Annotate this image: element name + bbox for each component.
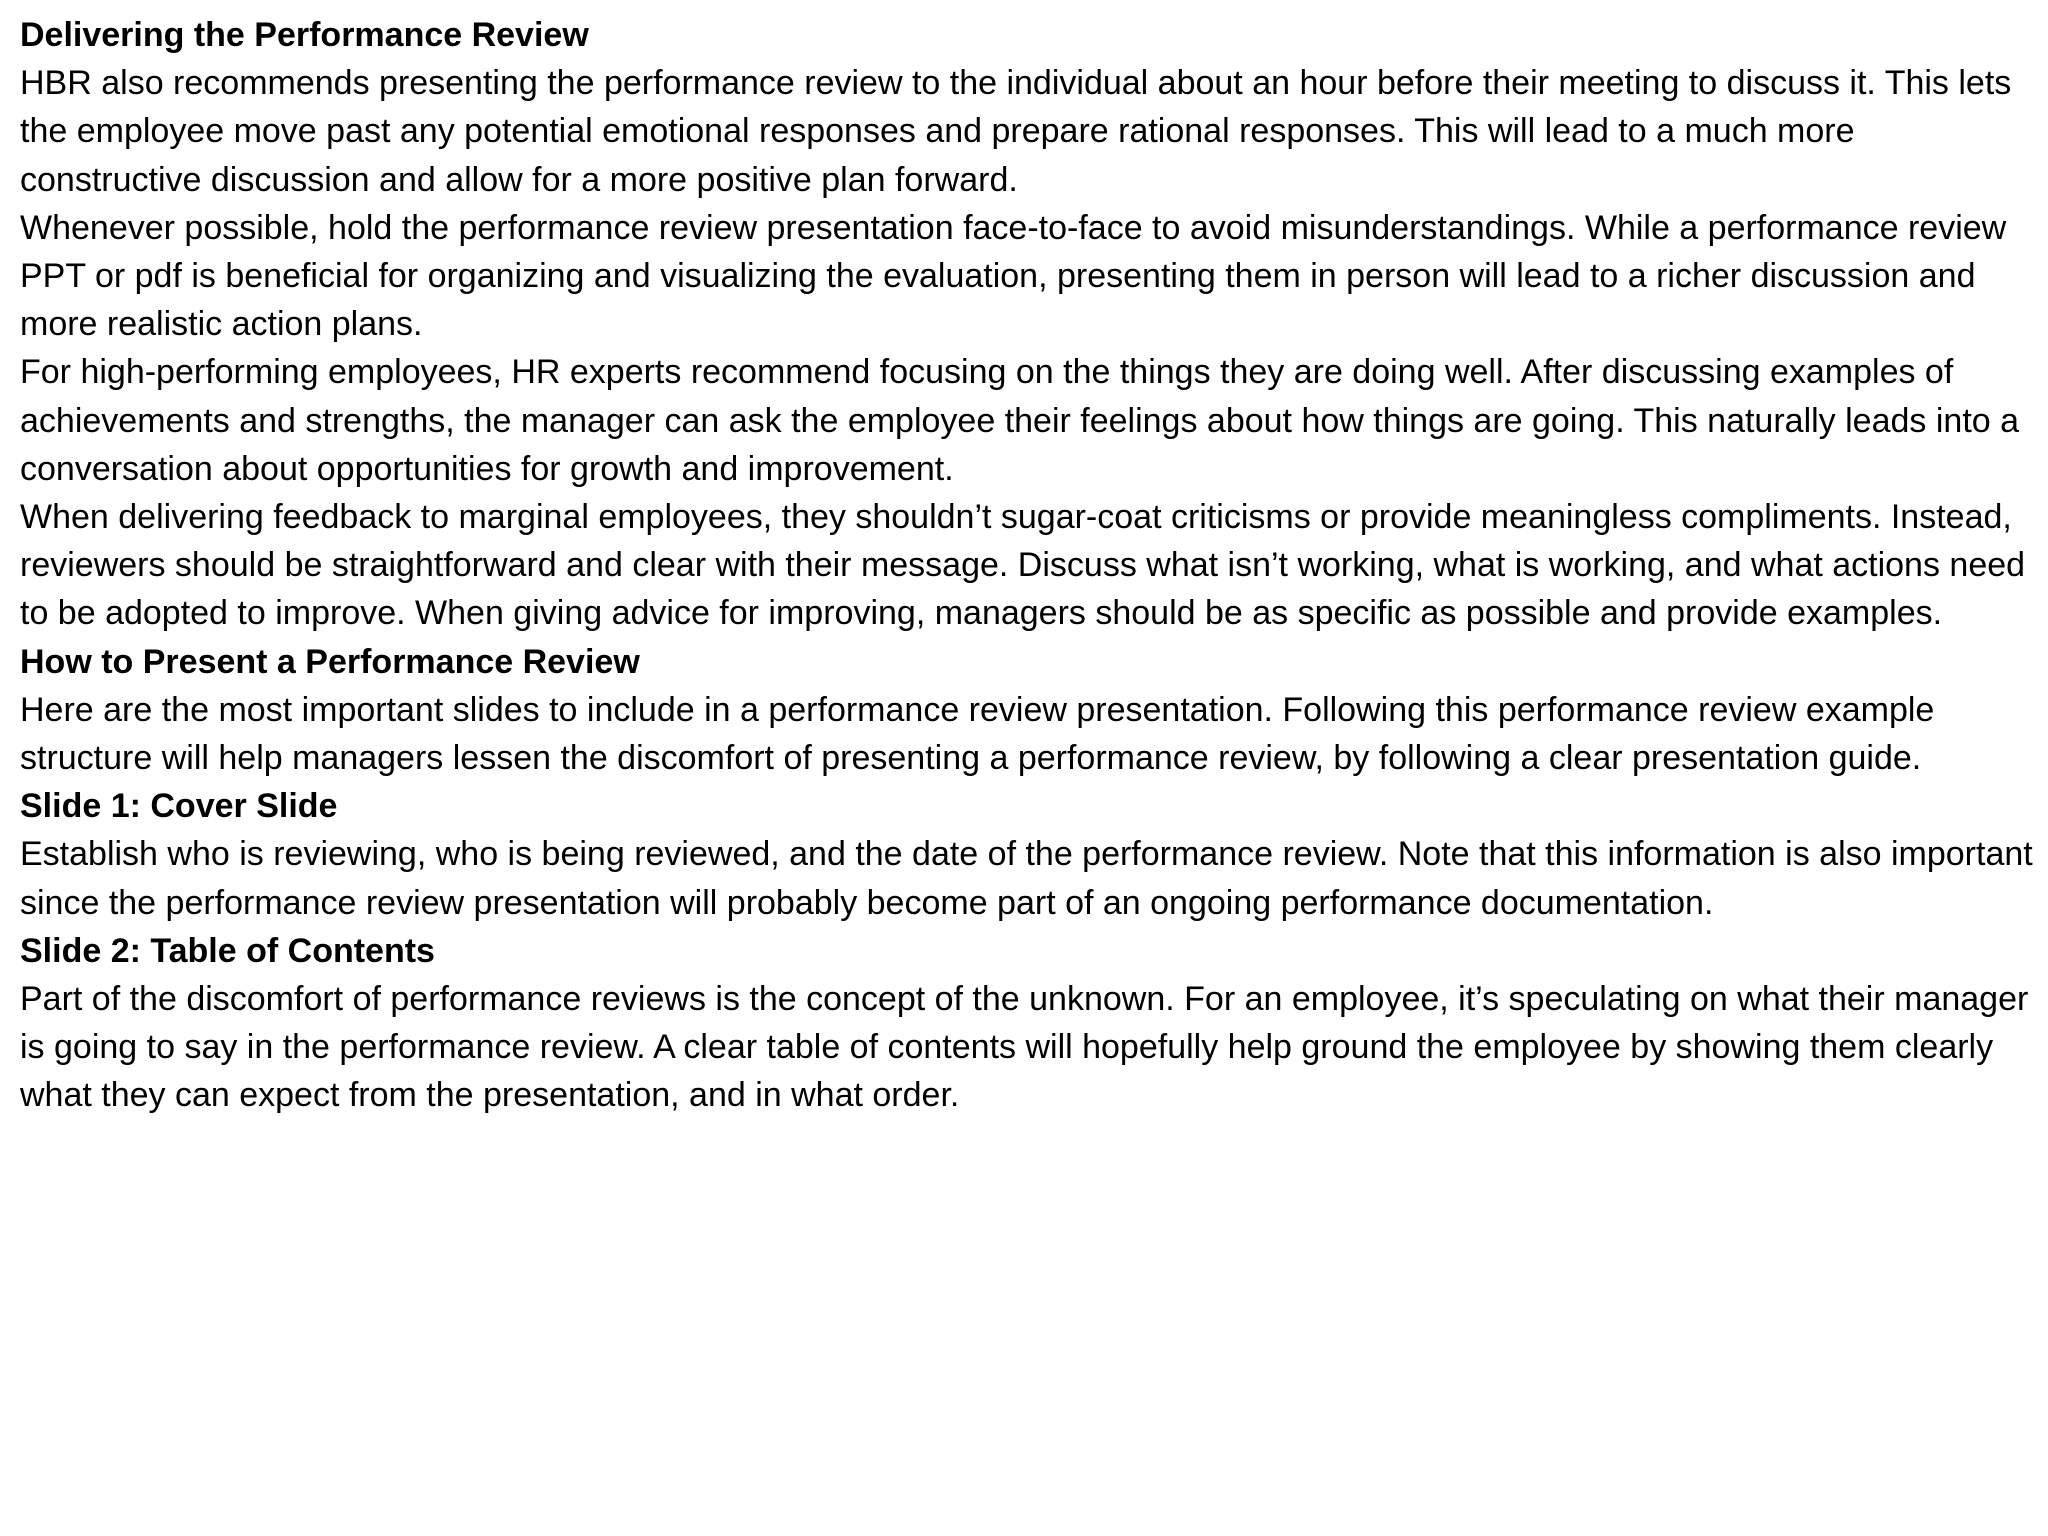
section-heading-delivering: Delivering the Performance Review [20,16,589,54]
paragraph-marginal-employees: When delivering feedback to marginal employees, they shouldn’t sugar-coat criticisms or provide meaningless compliments. Instead, reviewers should be straightforward and clear with their message. Discuss what isn’t working, what is working, and what actions need to be adopted to improve. When giving advice for improving, managers should be as specific as possible and provide examples. [20,498,2026,633]
paragraph-hbr-recommendation: HBR also recommends presenting the performance review to the individual about an hour before their meeting to discuss it. This lets the employee move past any potential emotional responses and prepare rational responses. This will lead to a much more constructive discussion and allow for a more positive plan forward. [20,64,2012,199]
section-heading-slide-1: Slide 1: Cover Slide [20,787,338,826]
paragraph-table-of-contents: Part of the discomfort of performance reviews is the concept of the unknown. For an employee, it’s speculating on what their manager is going to say in the performance review. A clear table of contents will hopefully help ground the employee by showing them clearly what they can expect from the presentation, and in what order. [20,980,2029,1115]
paragraph-important-slides: Here are the most important slides to include in a performance review presentation. Following this performance review example structure will help managers lessen the discomfort of presenting a performance review, by following a clear presentation guide. [20,690,1935,778]
section-heading-slide-2: Slide 2: Table of Contents [20,931,435,970]
paragraph-cover-slide: Establish who is reviewing, who is being reviewed, and the date of the performance review. Note that this information is also important since the performance review presentation will probably become part of an ongoing performance documentation. [20,835,2033,922]
paragraph-high-performers: For high-performing employees, HR experts recommend focusing on the things they are doing well. After discussing examples of achievements and strengths, the manager can ask the employee their feelings about how things are going. This naturally leads into a conversation about opportunities for growth and improvement. [20,353,2020,488]
section-heading-how-to-present: How to Present a Performance Review [20,642,640,681]
paragraph-face-to-face: Whenever possible, hold the performance review presentation face-to-face to avoid misunderstandings. While a performance review PPT or pdf is beneficial for organizing and visualizing the evaluation, presenting them in person will lead to a richer discussion and more realistic action plans. [20,208,2007,344]
document-body [20,11,2036,1120]
